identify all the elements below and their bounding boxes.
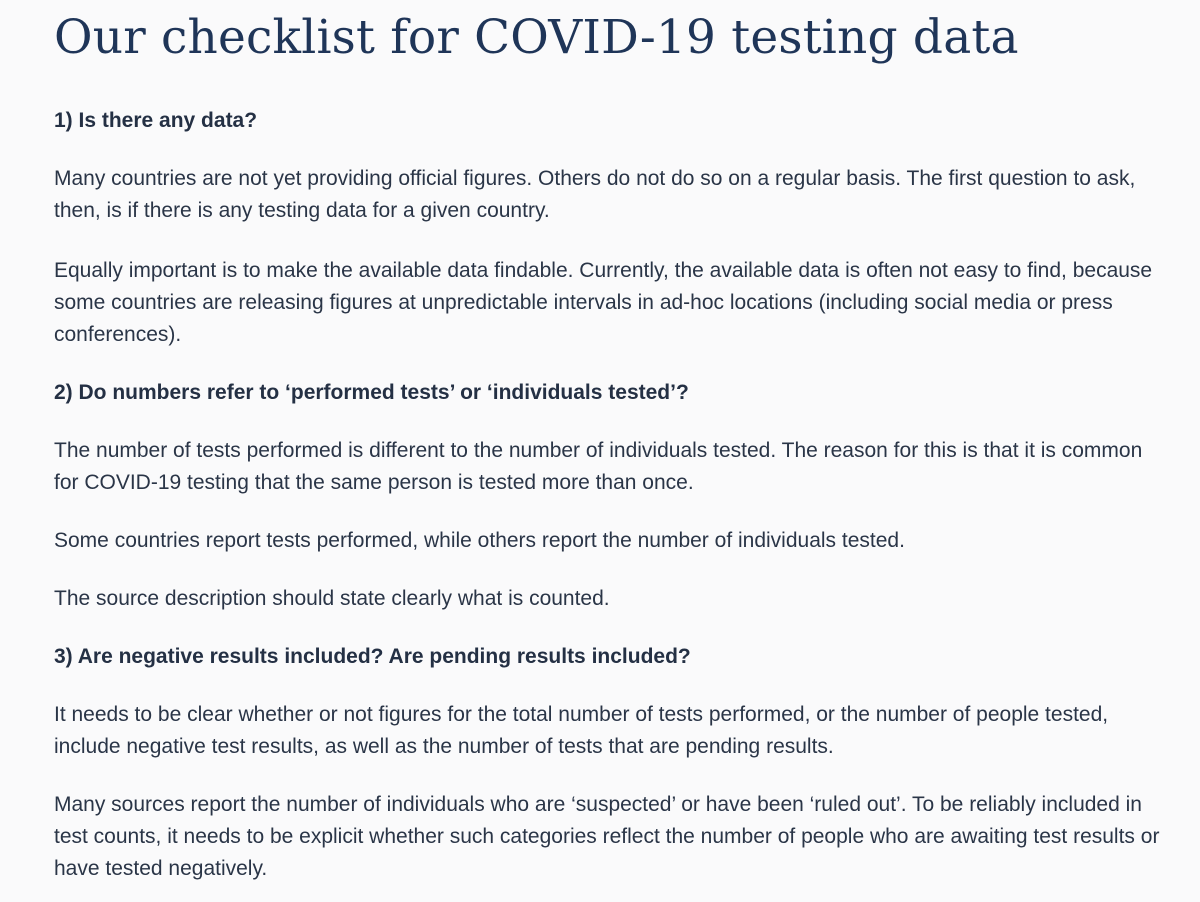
- paragraph: The number of tests performed is different to the number of individuals tested. The reason for this is that it is common for COVID-19 testing that the same person is tested more than once.: [54, 439, 1143, 494]
- paragraph: It needs to be clear whether or not figures for the total number of tests performed, or the number of people tested, include negative test results, as well as the number of tests that are pending results.: [54, 703, 1109, 758]
- paragraph: Some countries report tests performed, while others report the number of individuals tested.: [54, 529, 905, 552]
- paragraph: Many countries are not yet providing official figures. Others do not do so on a regular basis. The first question to ask, then, is if there is any testing data for a given country.: [54, 167, 1136, 222]
- paragraph: Many sources report the number of individuals who are ‘suspected’ or have been ‘ruled out’. To be reliably included in test counts, it needs to be explicit whether such categories reflect the number of people who are awaiting test results or have tested negatively.: [54, 793, 1160, 880]
- paragraph: Equally important is to make the available data findable. Currently, the available data is often not easy to find, because some countries are releasing figures at unpredictable intervals in ad-hoc locations (including social media or press conferences).: [54, 259, 1153, 346]
- section-heading: 3) Are negative results included? Are pending results included?: [54, 645, 691, 668]
- section-heading: 2) Do numbers refer to ‘performed tests’ or ‘individuals tested’?: [54, 381, 689, 404]
- section-1: [54, 105, 1170, 351]
- section-heading: 1) Is there any data?: [54, 109, 258, 132]
- section-3: [54, 641, 1170, 885]
- page-title: Our checklist for COVID-19 testing data: [54, 10, 1019, 65]
- paragraph: The source description should state clearly what is counted.: [54, 587, 610, 610]
- section-2: [54, 377, 1170, 615]
